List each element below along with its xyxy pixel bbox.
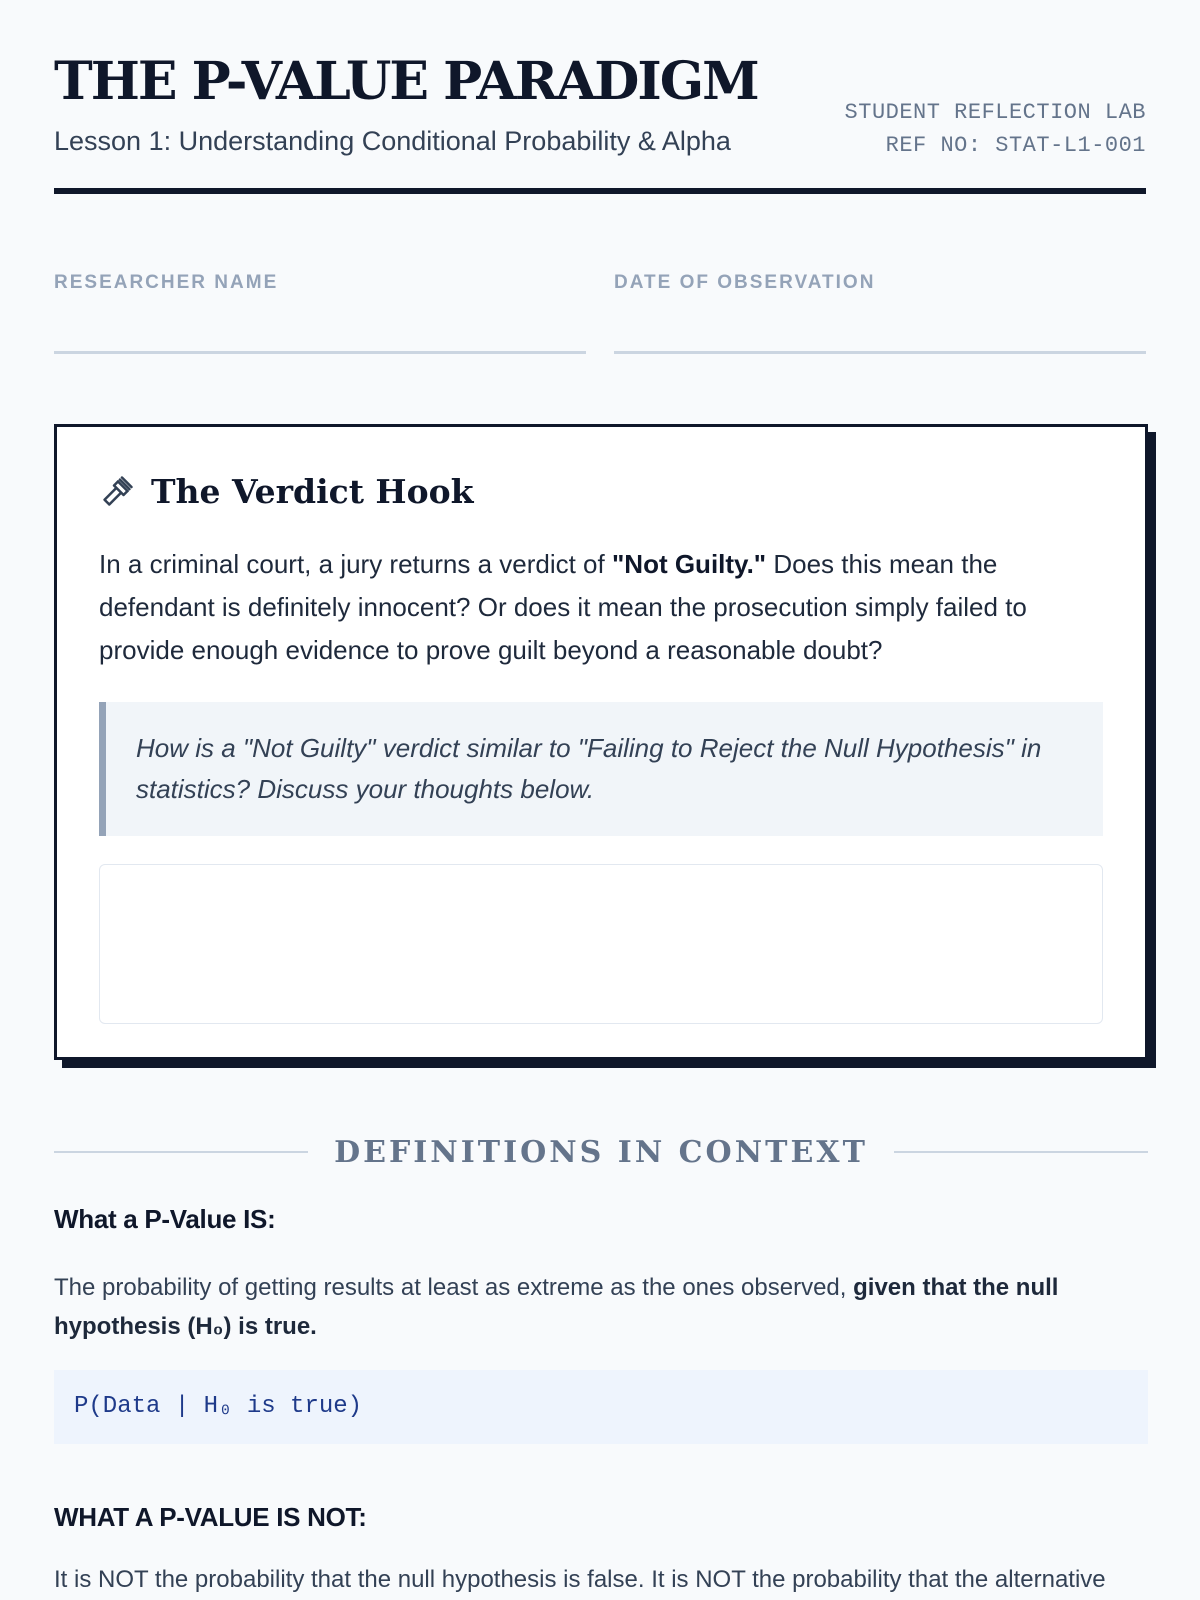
hook-body-pre: In a criminal court, a jury returns a verdict of xyxy=(99,549,612,579)
section-title: DEFINITIONS IN CONTEXT xyxy=(334,1134,868,1170)
divider-right xyxy=(894,1151,1148,1153)
pvalue-not-text xyxy=(54,1560,1148,1599)
hook-body-bold: "Not Guilty." xyxy=(611,549,767,579)
page-title: THE P-VALUE PARADIGM xyxy=(54,51,758,112)
researcher-name-input[interactable] xyxy=(54,310,586,354)
divider-left xyxy=(54,1151,308,1153)
pvalue-is-text xyxy=(54,1268,1148,1346)
pvalue-is-text-pre: The probability of getting results at least as extreme as the ones observed, xyxy=(54,1274,854,1301)
pvalue-is-text-bold: given that the null hypothesis (H₀) is true. xyxy=(54,1274,1059,1340)
hook-body-post: Does this mean the defendant is definitely innocent? Or does it mean the prosecution simply failed to provide enough evidence to prove guilt beyond a reasonable doubt? xyxy=(99,549,1027,665)
verdict-hook-card xyxy=(54,424,1148,1060)
date-input[interactable] xyxy=(614,310,1146,354)
researcher-field xyxy=(54,272,586,354)
researcher-name-label: RESEARCHER NAME xyxy=(54,272,279,293)
gavel-icon xyxy=(99,472,137,510)
discussion-prompt: How is a "Not Guilty" verdict similar to "Failing to Reject the Null Hypothesis" in statistics? Discuss your thoughts below. xyxy=(99,702,1103,836)
pvalue-is-paragraph xyxy=(54,1268,1148,1346)
hook-body xyxy=(99,543,1103,672)
reference-block xyxy=(845,96,1146,162)
date-field xyxy=(614,272,1146,354)
discussion-answer-textarea[interactable] xyxy=(99,864,1103,1024)
lab-label: STUDENT REFLECTION LAB xyxy=(844,100,1146,125)
page-header xyxy=(54,0,1146,194)
page-subtitle: Lesson 1: Understanding Conditional Probability & Alpha xyxy=(54,126,731,156)
info-fields xyxy=(54,194,1146,370)
pvalue-not-paragraph: It is NOT the probability that the null hypothesis is false. It is NOT the probability that the alternative xyxy=(54,1566,1106,1593)
ref-number: REF NO: STAT-L1-001 xyxy=(885,133,1146,158)
card-title: The Verdict Hook xyxy=(151,471,474,511)
formula-code: P(Data | H₀ is true) xyxy=(54,1370,1148,1444)
definitions-section-header xyxy=(54,1132,1148,1172)
date-label: DATE OF OBSERVATION xyxy=(614,272,876,293)
pvalue-is-heading: What a P-Value IS: xyxy=(54,1204,276,1234)
pvalue-not-heading: WHAT A P-VALUE IS NOT: xyxy=(54,1502,367,1532)
card-header xyxy=(99,469,1103,513)
